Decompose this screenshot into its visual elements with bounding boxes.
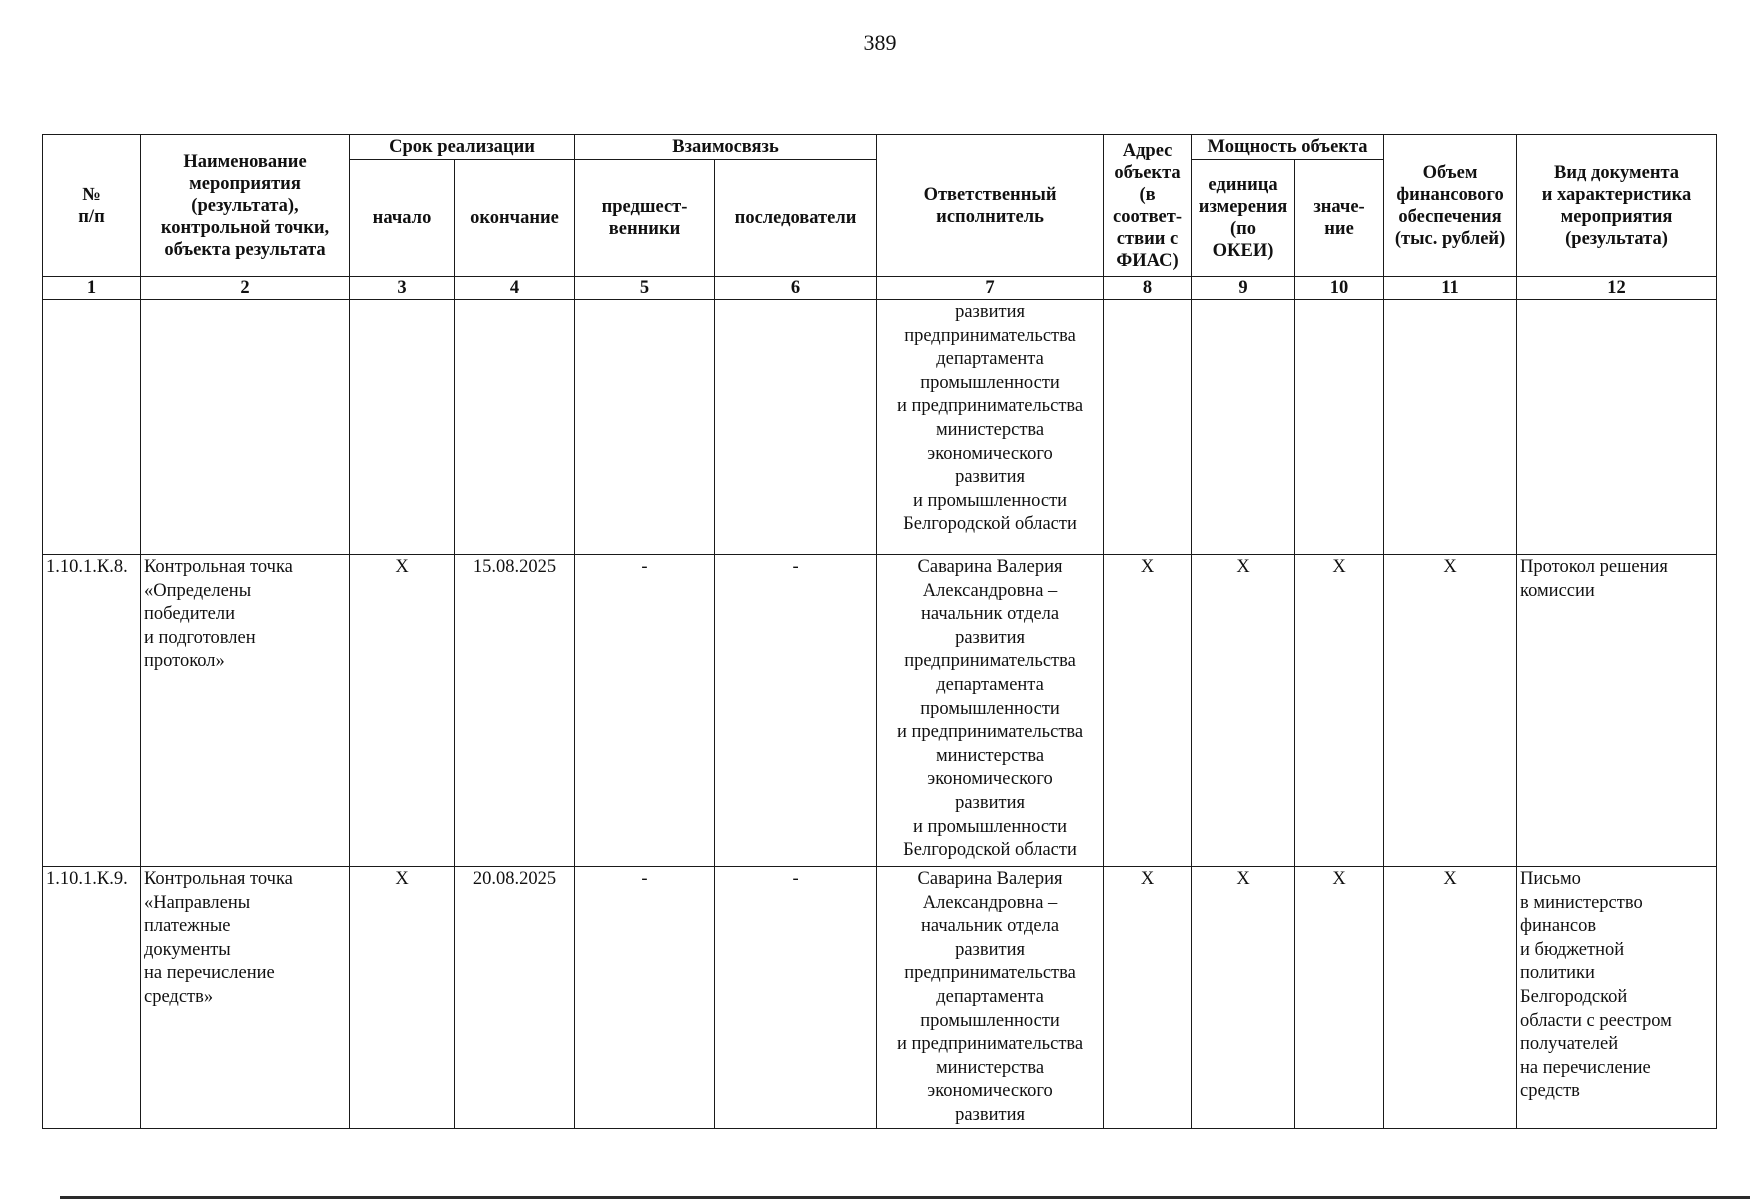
cell-address: X [1104, 867, 1192, 1129]
column-number: 9 [1192, 277, 1295, 300]
header-link-next: последователи [715, 160, 877, 277]
column-number: 2 [141, 277, 350, 300]
header-address: Адрес объекта (в соответ- ствии с ФИАС) [1104, 135, 1192, 277]
table-row [43, 300, 1717, 555]
table-row [43, 555, 1717, 867]
column-number: 12 [1517, 277, 1717, 300]
cell-address [1104, 300, 1192, 555]
cell-responsible: Саварина Валерия Александровна – начальник отдела развития предпринимательства департамента промышленности и предпринимательства министерства экономического развития и промышленности Белгородской области [877, 555, 1104, 867]
column-numbers-row [43, 277, 1717, 300]
cell-unit: X [1192, 867, 1295, 1129]
cell-next: - [715, 555, 877, 867]
column-number: 10 [1295, 277, 1384, 300]
column-number: 5 [575, 277, 715, 300]
cell-value: X [1295, 555, 1384, 867]
cell-end: 20.08.2025 [455, 867, 575, 1129]
cell-doc [1517, 300, 1717, 555]
cell-prev: - [575, 867, 715, 1129]
cell-finance: X [1384, 555, 1517, 867]
cell-next: - [715, 867, 877, 1129]
header-responsible: Ответственный исполнитель [877, 135, 1104, 277]
column-number: 1 [43, 277, 141, 300]
cell-value: X [1295, 867, 1384, 1129]
cell-start [350, 300, 455, 555]
cell-name: Контрольная точка «Направлены платежные документы на перечисление средств» [141, 867, 350, 1129]
header-term: Срок реализации [350, 135, 575, 160]
page-number: 389 [863, 30, 897, 55]
cell-responsible: развития предпринимательства департамента промышленности и предпринимательства министерства экономического развития и промышленности Белгородской области [877, 300, 1104, 555]
cell-name: Контрольная точка «Определены победители и подготовлен протокол» [141, 555, 350, 867]
header-capacity-value: значе- ние [1295, 160, 1384, 277]
header-doc-type: Вид документа и характеристика мероприятия (результата) [1517, 135, 1717, 277]
table-row [43, 867, 1717, 1129]
cell-finance [1384, 300, 1517, 555]
cell-unit: X [1192, 555, 1295, 867]
header-capacity: Мощность объекта [1192, 135, 1384, 160]
cell-num [43, 300, 141, 555]
cell-prev: - [575, 555, 715, 867]
column-number: 8 [1104, 277, 1192, 300]
cell-num: 1.10.1.К.8. [43, 555, 141, 867]
cell-value [1295, 300, 1384, 555]
cell-address: X [1104, 555, 1192, 867]
cell-name [141, 300, 350, 555]
cell-end [455, 300, 575, 555]
header-term-end: окончание [455, 160, 575, 277]
table-header [43, 135, 1717, 300]
cell-next [715, 300, 877, 555]
header-name: Наименование мероприятия (результата), контрольной точки, объекта результата [141, 135, 350, 277]
cell-finance: X [1384, 867, 1517, 1129]
cell-responsible: Саварина Валерия Александровна – начальник отдела развития предпринимательства департамента промышленности и предпринимательства министерства экономического развития [877, 867, 1104, 1129]
cell-start: X [350, 555, 455, 867]
column-number: 3 [350, 277, 455, 300]
cell-doc: Письмо в министерство финансов и бюджетной политики Белгородской области с реестром получателей на перечисление средств [1517, 867, 1717, 1129]
cell-doc: Протокол решения комиссии [1517, 555, 1717, 867]
cell-prev [575, 300, 715, 555]
header-link: Взаимосвязь [575, 135, 877, 160]
cell-unit [1192, 300, 1295, 555]
column-number: 7 [877, 277, 1104, 300]
bottom-divider [60, 1196, 1750, 1199]
header-capacity-unit: единица измерения (по ОКЕИ) [1192, 160, 1295, 277]
header-finance: Объем финансового обеспечения (тыс. рублей) [1384, 135, 1517, 277]
header-term-start: начало [350, 160, 455, 277]
column-number: 6 [715, 277, 877, 300]
implementation-plan-table [42, 134, 1717, 1129]
header-link-prev: предшест- венники [575, 160, 715, 277]
cell-start: X [350, 867, 455, 1129]
cell-end: 15.08.2025 [455, 555, 575, 867]
column-number: 11 [1384, 277, 1517, 300]
cell-num: 1.10.1.К.9. [43, 867, 141, 1129]
column-number: 4 [455, 277, 575, 300]
header-num: № п/п [43, 135, 141, 277]
